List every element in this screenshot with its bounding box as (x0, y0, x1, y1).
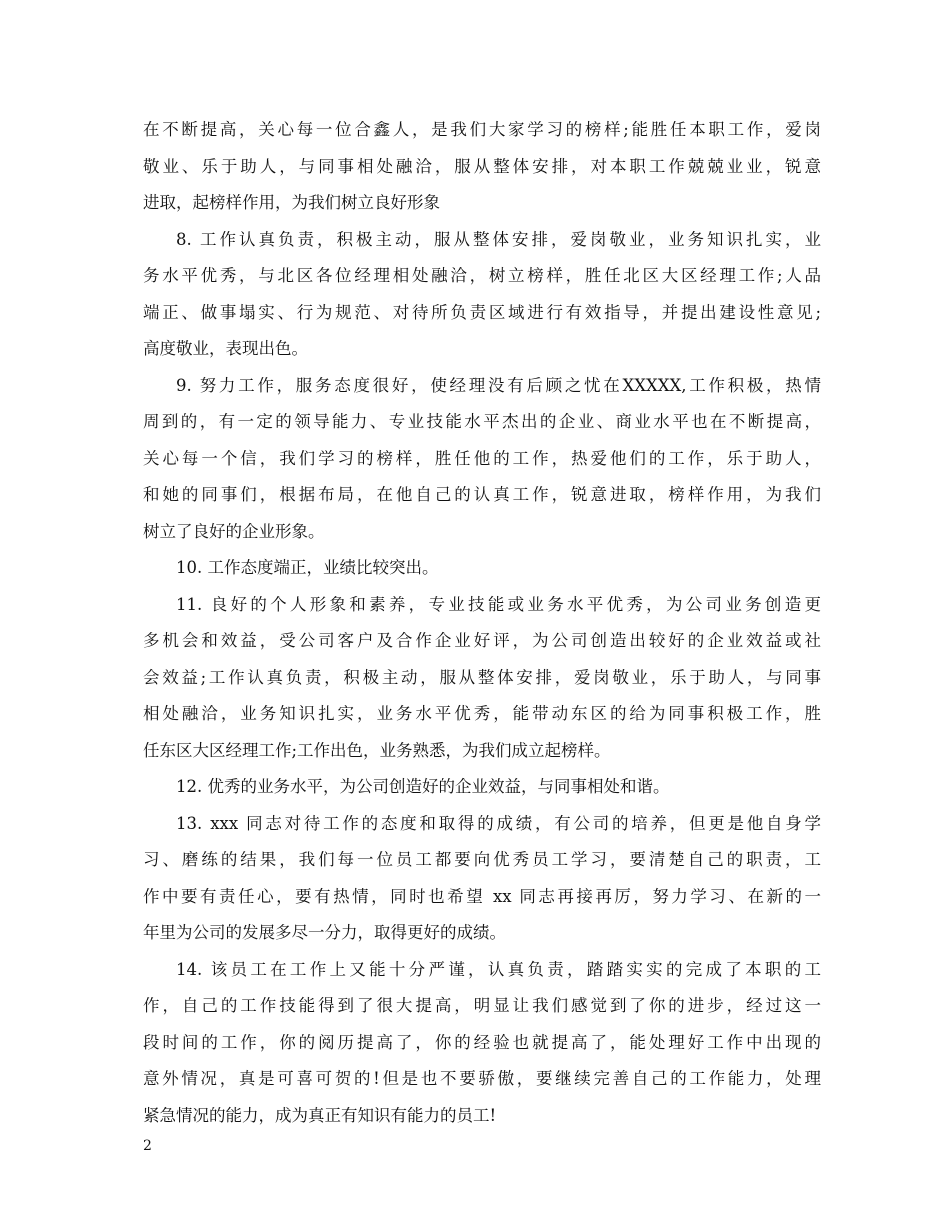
text-line: 10. 工作态度端正，业绩比较突出。 (176, 558, 439, 577)
text-line: 相处融洽，业务知识扎实，业务水平优秀，能带动东区的给为同事积极工作，胜 (143, 704, 821, 723)
text-line: 年里为公司的发展多尽一分力，取得更好的成绩。 (143, 923, 506, 942)
text-line: 关心每一个信，我们学习的榜样，胜任他的工作，热爱他们的工作，乐于助人， (143, 448, 821, 468)
text-line: 12. 优秀的业务水平，为公司创造好的企业效益，与同事相处和谐。 (176, 777, 670, 796)
text-line: 8. 工作认真负责，积极主动，服从整体安排，爱岗敬业，业务知识扎实，业 (176, 229, 821, 249)
text-line: 作，自己的工作技能得到了很大提高，明显让我们感觉到了你的进步，经过这一 (143, 996, 821, 1015)
text-line: 敬业、乐于助人，与同事相处融洽，服从整体安排，对本职工作兢兢业业，锐意 (143, 156, 821, 176)
text-line: 高度敬业，表现出色。 (143, 339, 308, 358)
text-line: 在不断提高，关心每一位合鑫人，是我们大家学习的榜样;能胜任本职工作，爱岗 (143, 120, 821, 139)
text-line: 端正、做事塌实、行为规范、对待所负责区域进行有效指导，并提出建设性意见; (143, 302, 821, 322)
text-line: 务水平优秀，与北区各位经理相处融洽，树立榜样，胜任北区大区经理工作;人品 (143, 266, 821, 285)
text-line: 任东区大区经理工作;工作出色，业务熟悉，为我们成立起榜样。 (143, 740, 611, 760)
text-line: 和她的同事们，根据布局，在他自己的认真工作，锐意进取，榜样作用，为我们 (143, 485, 821, 504)
text-line: 11. 良好的个人形象和素养，专业技能或业务水平优秀，为公司业务创造更 (176, 594, 821, 614)
text-line: 13. xxx 同志对待工作的态度和取得的成绩，有公司的培养，但更是他自身学 (176, 813, 821, 833)
text-line: 作中要有责任心，要有热情，同时也希望 xx 同志再接再厉，努力学习、在新的一 (143, 886, 821, 906)
text-line: 紧急情况的能力，成为真正有知识有能力的员工! (143, 1105, 497, 1125)
document-body (143, 112, 821, 1134)
text-line: 会效益;工作认真负责，积极主动，服从整体安排，爱岗敬业，乐于助人，与同事 (143, 667, 821, 687)
text-line: 习、磨练的结果，我们每一位员工都要向优秀员工学习，要清楚自己的职责，工 (143, 850, 821, 869)
text-line: 14. 该员工在工作上又能十分严谨，认真负责，踏踏实实的完成了本职的工 (176, 959, 821, 979)
text-line: 段时间的工作，你的阅历提高了，你的经验也就提高了，能处理好工作中出现的 (143, 1032, 821, 1052)
text-line: 周到的，有一定的领导能力、专业技能水平杰出的企业、商业水平也在不断提高， (143, 412, 821, 431)
text-line: 多机会和效益，受公司客户及合作企业好评，为公司创造出较好的企业效益或社 (143, 631, 821, 650)
text-line: 树立了良好的企业形象。 (143, 521, 325, 541)
page-number: 2 (143, 1138, 152, 1154)
text-line: 9. 努力工作，服务态度很好，使经理没有后顾之忧在XXXXX,工作积极，热情 (176, 375, 821, 395)
text-line: 意外情况，真是可喜可贺的!但是也不要骄傲，要继续完善自己的工作能力，处理 (143, 1069, 821, 1088)
text-line: 进取，起榜样作用，为我们树立良好形象 (143, 193, 440, 212)
